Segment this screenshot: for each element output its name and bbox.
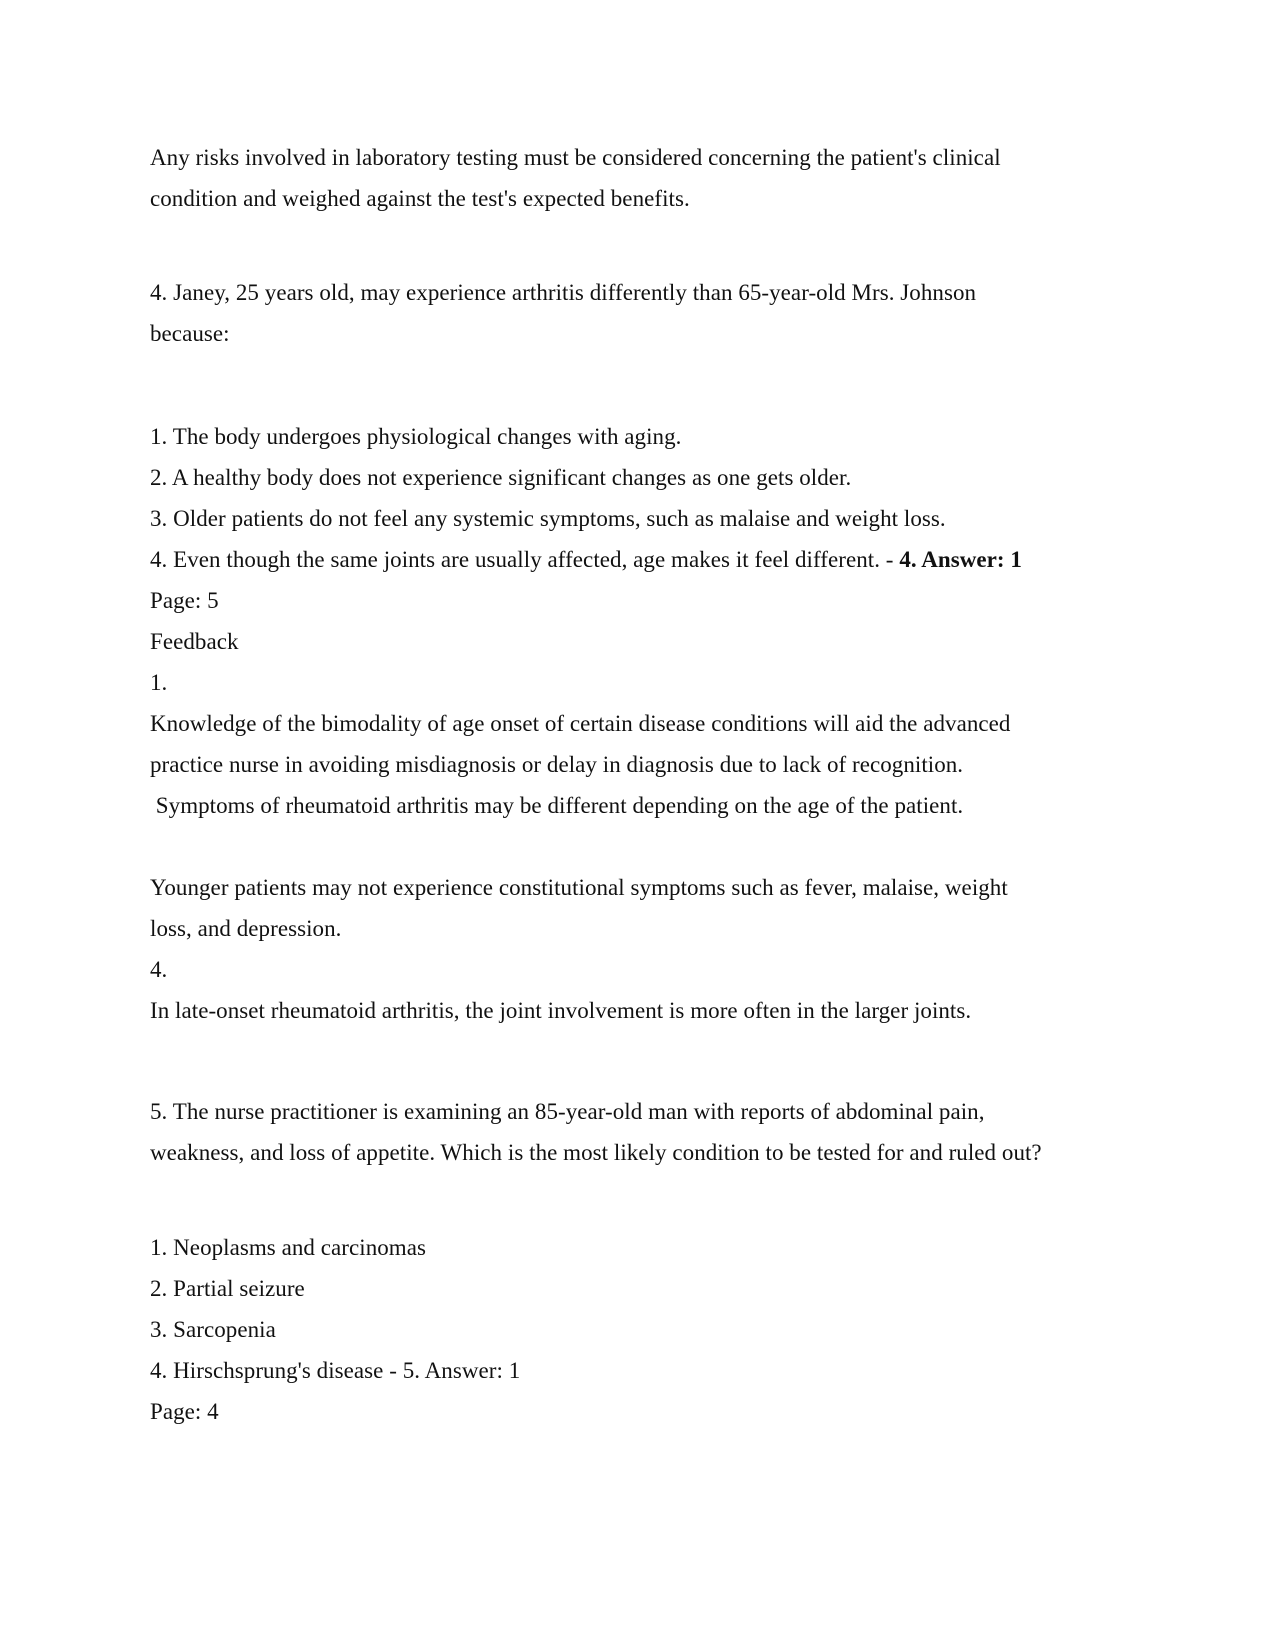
intro-line-1: Any risks involved in laboratory testing must be considered concerning the patient's clinical [150, 145, 1001, 170]
question-4-page: Page: 5 [150, 588, 219, 613]
question-4-option-3: 3. Older patients do not feel any systemic symptoms, such as malaise and weight loss. [150, 506, 946, 531]
question-5-page: Page: 4 [150, 1399, 219, 1424]
question-4-option-4: 4. Even though the same joints are usually affected, age makes it feel different. - [150, 547, 900, 572]
feedback-number-1: 1. [150, 670, 168, 695]
question-4-option-1: 1. The body undergoes physiological changes with aging. [150, 424, 682, 449]
feedback-2-line-2: loss, and depression. [150, 916, 342, 941]
feedback-number-4: 4. [150, 957, 168, 982]
question-5-option-3: 3. Sarcopenia [150, 1317, 276, 1342]
question-4-answer: 4. Answer: 1 [899, 547, 1022, 572]
question-5-stem-line-1: 5. The nurse practitioner is examining an 85-year-old man with reports of abdominal pain, [150, 1099, 985, 1124]
question-4-stem-line-1: 4. Janey, 25 years old, may experience arthritis differently than 65-year-old Mrs. Johnson [150, 280, 977, 305]
feedback-4-line-1: In late-onset rheumatoid arthritis, the joint involvement is more often in the larger joints. [150, 998, 972, 1023]
intro-line-2: condition and weighed against the test's expected benefits. [150, 186, 690, 211]
question-4-option-4-line [150, 546, 1022, 574]
feedback-1-line-2: practice nurse in avoiding misdiagnosis or delay in diagnosis due to lack of recognition. [150, 752, 964, 777]
question-4-option-2: 2. A healthy body does not experience significant changes as one gets older. [150, 465, 852, 490]
question-5-option-4: 4. Hirschsprung's disease - 5. Answer: 1 [150, 1358, 521, 1383]
feedback-1-line-3: Symptoms of rheumatoid arthritis may be different depending on the age of the patient. [150, 793, 964, 818]
feedback-2-line-1: Younger patients may not experience constitutional symptoms such as fever, malaise, weight [150, 875, 1008, 900]
question-5-option-1: 1. Neoplasms and carcinomas [150, 1235, 426, 1260]
question-5-option-2: 2. Partial seizure [150, 1276, 305, 1301]
feedback-1-line-1: Knowledge of the bimodality of age onset of certain disease conditions will aid the advanced [150, 711, 1011, 736]
feedback-label: Feedback [150, 629, 239, 654]
question-4-stem-line-2: because: [150, 321, 230, 346]
question-5-stem-line-2: weakness, and loss of appetite. Which is the most likely condition to be tested for and ruled out? [150, 1140, 1042, 1165]
